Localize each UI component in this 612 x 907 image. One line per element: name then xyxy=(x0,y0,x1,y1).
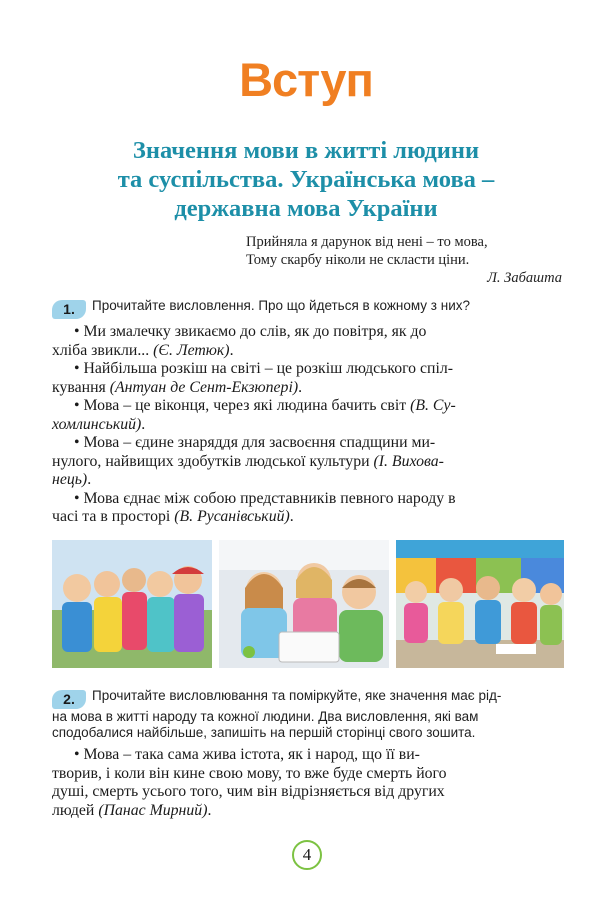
quote-line: кування xyxy=(52,378,106,396)
quote-line: • Мова – єдине знаряддя для засвоєння спадщини ми- xyxy=(74,434,436,451)
quote-source: (І. Вихова- xyxy=(373,452,444,470)
section-title-line: та суспільства. Українська мова – xyxy=(117,166,495,193)
quote-source: нець) xyxy=(52,471,88,488)
photo-strip xyxy=(52,540,564,668)
quote-punctuation: . xyxy=(298,378,303,396)
task-instruction: на мова в житті народу та кожної людини. Два висловлення, які вам xyxy=(52,709,479,724)
quote-source: (Антуан де Сент-Екзюпері) xyxy=(109,378,299,396)
quote-source: (В. Су- xyxy=(410,397,456,414)
section-title-line: Значення мови в житті людини xyxy=(132,137,480,164)
quote-line: • Ми змалечку звикаємо до слів, як до повітря, як до xyxy=(74,323,427,340)
quote-source: хомлинський) xyxy=(52,415,142,433)
quote-source: (Панас Мирний) xyxy=(98,801,208,819)
section-title xyxy=(40,136,572,223)
epigraph-line: Прийняла я дарунок від нені – то мова, xyxy=(246,234,488,250)
quote-source: (В. Русанівський) xyxy=(174,508,290,525)
task-1-heading xyxy=(52,298,564,319)
quote-punctuation: . xyxy=(289,508,294,525)
children-reading-classroom-photo xyxy=(396,540,564,668)
quote-line: • Найбільша розкіш на світі – це розкіш людського спіл- xyxy=(74,360,454,377)
quote xyxy=(52,397,564,434)
quote-line: • Мова – це віконця, через які людина бачить світ xyxy=(74,397,407,414)
quote-source: (Є. Летюк) xyxy=(153,341,230,359)
section-title-line: державна мова України xyxy=(174,195,438,222)
quote xyxy=(52,434,564,490)
quote xyxy=(52,323,564,360)
quote-line: часі та в просторі xyxy=(52,508,171,525)
chapter-title: Вступ xyxy=(239,53,373,106)
task-instruction: сподобалися найбільше, запишіть на першій сторінці свого зошита. xyxy=(52,725,476,740)
quote xyxy=(52,490,564,527)
quote-line: душі, смерть усього того, чим він відрізняється від других xyxy=(52,783,445,800)
epigraph-author: Л. Забашта xyxy=(487,270,562,286)
quote-line: творив, і коли він кине свою мову, то вже буде смерть його xyxy=(52,764,447,782)
quote-line: нулого, найвищих здобутків людської культури xyxy=(52,452,370,470)
children-with-tablet-photo xyxy=(219,540,389,668)
quote-line: • Мова єднає між собою представників певного народу в xyxy=(74,489,456,507)
children-outdoors-photo xyxy=(52,540,212,668)
quote-punctuation: . xyxy=(207,801,212,819)
task-2 xyxy=(52,688,564,820)
quote-punctuation: . xyxy=(87,471,92,488)
quote-line: людей xyxy=(52,801,95,819)
quote xyxy=(52,360,564,397)
task-number-badge: 2. xyxy=(52,690,86,709)
epigraph-line: Тому скарбу ніколи не скласти ціни. xyxy=(246,252,470,268)
task-instruction: Прочитайте висловлення. Про що йдеться в кожному з них? xyxy=(92,298,470,313)
page-number: 4 xyxy=(292,840,322,870)
quote xyxy=(52,746,564,820)
epigraph xyxy=(246,233,566,287)
quote-punctuation: . xyxy=(141,415,146,433)
task-number-badge: 1. xyxy=(52,300,86,319)
task-1 xyxy=(52,298,564,527)
quote-line: хліба звикли... xyxy=(52,341,150,359)
task-instruction: Прочитайте висловлювання та поміркуйте, яке значення має рід- xyxy=(92,688,502,703)
quote-line: • Мова – така сама жива істота, як і народ, що її ви- xyxy=(74,746,420,763)
task-2-heading xyxy=(52,688,564,741)
quote-punctuation: . xyxy=(229,341,234,359)
